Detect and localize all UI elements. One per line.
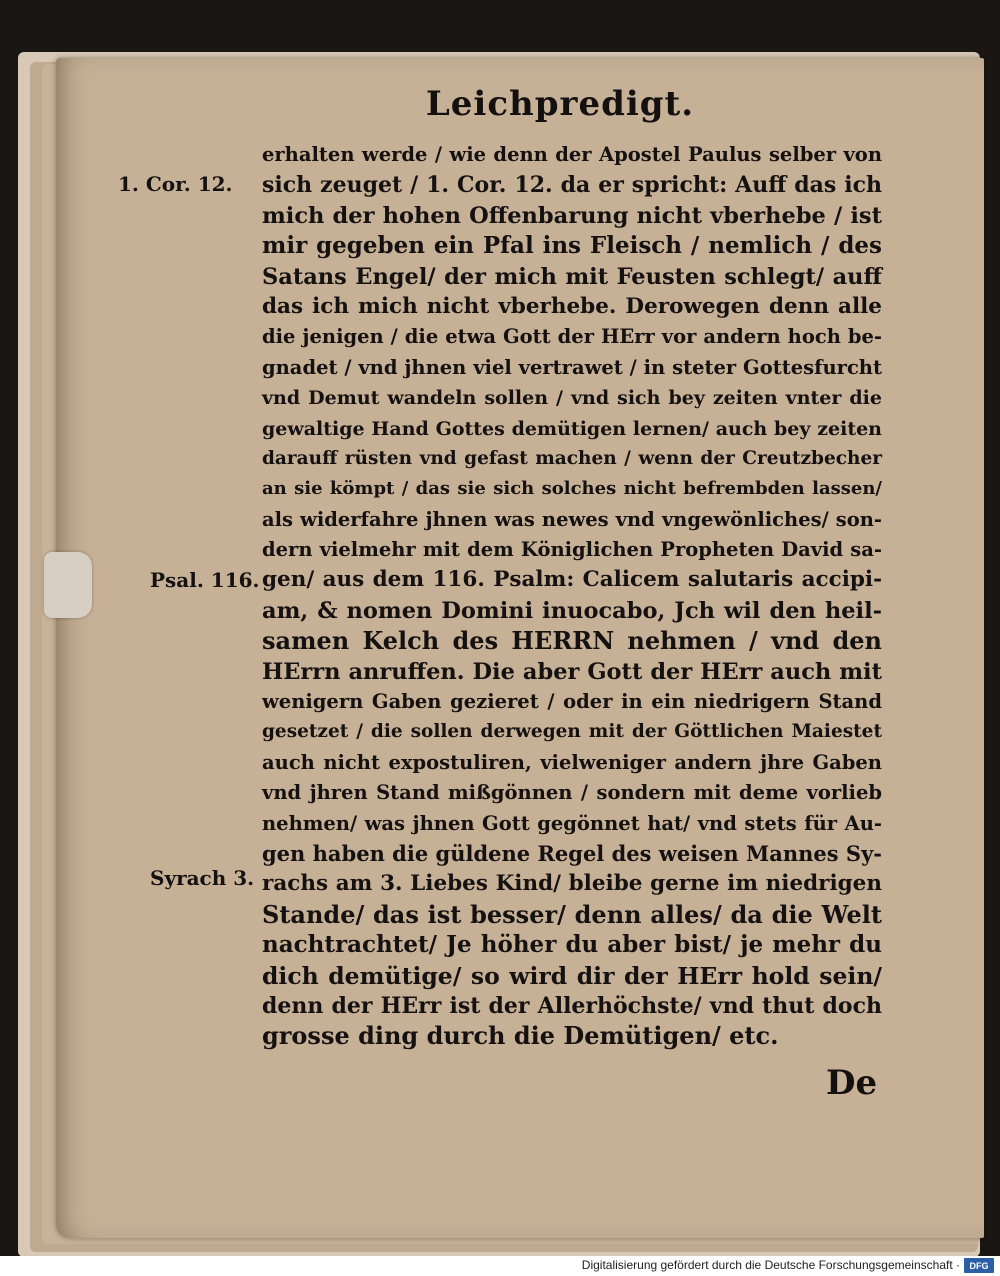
text-line: als widerfahre jhnen was newes vnd vngewönliches/ son- — [262, 507, 882, 531]
text-line: Stande/ das ist besser/ denn alles/ da die Welt — [262, 899, 882, 929]
text-line: samen Kelch des HERRN nehmen / vnd den — [262, 626, 882, 656]
text-line: sich zeuget / 1. Cor. 12. da er spricht: Auff das ich — [262, 172, 882, 199]
funding-credit: Digitalisierung gefördert durch die Deutsche Forschungsgemeinschaft · — [581, 1258, 960, 1272]
text-line: erhalten werde / wie denn der Apostel Paulus selber von — [262, 143, 882, 166]
text-line: mir gegeben ein Pfal ins Fleisch / nemlich / des — [262, 232, 882, 260]
margin-note: Psal. 116. — [150, 568, 260, 592]
body-text — [262, 140, 882, 1052]
text-line: gnadet / vnd jhnen viel vertrawet / in steter Gottesfurcht — [262, 355, 882, 379]
text-line: Satans Engel/ der mich mit Feusten schlegt/ auff — [262, 263, 882, 290]
text-line: vnd jhren Stand mißgönnen / sondern mit deme vorlieb — [262, 781, 882, 805]
text-line: wenigern Gaben gezieret / oder in ein niedrigern Stand — [262, 690, 882, 714]
footer-bar — [0, 1256, 1000, 1276]
text-line: rachs am 3. Liebes Kind/ bleibe gerne im niedrigen — [262, 871, 882, 897]
text-line: das ich mich nicht vberhebe. Derowegen denn alle — [262, 293, 882, 319]
text-line: dern vielmehr mit dem Königlichen Propheten David sa- — [262, 538, 882, 562]
text-line: auch nicht expostuliren, vielweniger andern jhre Gaben — [262, 750, 882, 774]
text-line: dich demütige/ so wird dir der HErr hold sein/ — [262, 961, 882, 990]
catchword: De — [826, 1063, 878, 1103]
text-line: darauff rüsten vnd gefast machen / wenn der Creutzbecher — [262, 447, 882, 469]
margin-note: Syrach 3. — [150, 866, 255, 890]
text-line: die jenigen / die etwa Gott der HErr vor andern hoch be- — [262, 325, 882, 349]
text-line: denn der HErr ist der Allerhöchste/ vnd thut doch — [262, 992, 882, 1019]
text-line: gewaltige Hand Gottes demütigen lernen/ auch bey zeiten — [262, 417, 882, 440]
margin-note: 1. Cor. 12. — [118, 172, 233, 196]
text-line: grosse ding durch die Demütigen/ etc. — [262, 1021, 779, 1051]
text-line: gesetzet / die sollen derwegen mit der Göttlichen Maiestet — [262, 721, 882, 743]
dfg-logo-icon: DFG — [964, 1258, 994, 1273]
running-head: Leichpredigt. — [425, 84, 695, 124]
page-tab-marker — [44, 552, 92, 618]
text-line: nachtrachtet/ Je höher du aber bist/ je mehr du — [262, 931, 882, 959]
text-line: mich der hohen Offenbarung nicht vberhebe / ist — [262, 202, 882, 229]
text-line: am, & nomen Domini inuocabo, Jch wil den heil- — [262, 597, 882, 624]
text-line: HErrn anruffen. Die aber Gott der HErr auch mit — [262, 658, 882, 685]
text-line: vnd Demut wandeln sollen / vnd sich bey zeiten vnter die — [262, 387, 882, 410]
text-line: nehmen/ was jhnen Gott gegönnet hat/ vnd stets für Au- — [262, 811, 882, 835]
text-line: gen haben die güldene Regel des weisen Mannes Sy- — [262, 840, 882, 866]
text-line: an sie kömpt / das sie sich solches nicht befrembden lassen/ — [262, 478, 882, 500]
text-line: gen/ aus dem 116. Psalm: Calicem salutaris accipi- — [262, 567, 882, 593]
